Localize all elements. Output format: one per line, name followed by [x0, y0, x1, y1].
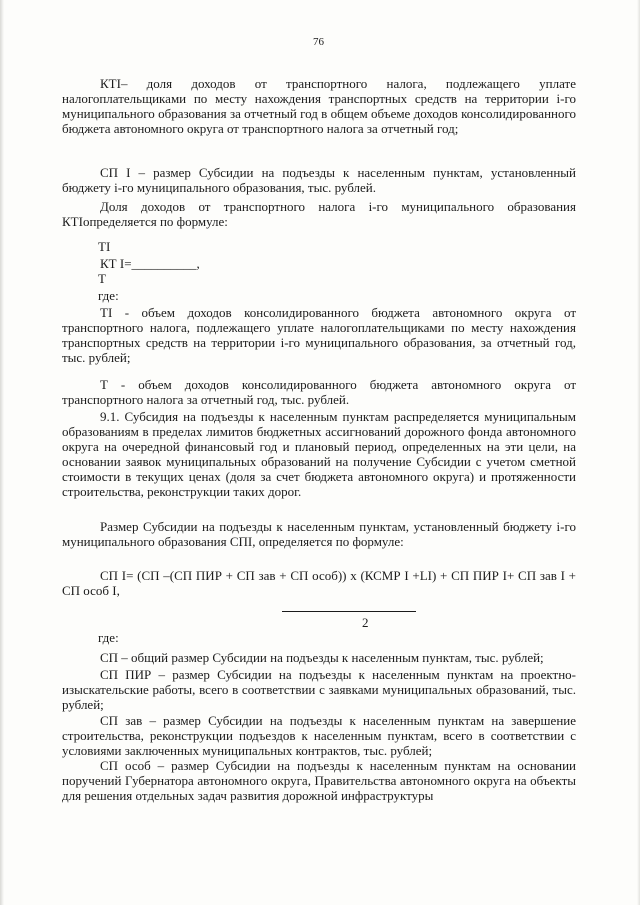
paragraph-9-1: 9.1. Субсидия на подъезды к населенным пунктам распределяется муниципальным образованиям в пределах лимитов бюджетных ассигнований дорожного фонда автономного округа на очередной финансовый год и плановый период, определенных на эти цели, на основании заявок муниципальных образований на получение Субсидии с учетом сметной стоимости в текущих ценах (доля за счет бюджета автономного округа) и протяженности строительства, реконструкции таких дорог. — [62, 409, 576, 500]
page-number: 76 — [313, 36, 324, 48]
page-edge-shadow — [0, 0, 4, 905]
share-formula-intro: Доля доходов от транспортного налога і-го муниципального образования КТІопределяется по формуле: — [62, 199, 576, 230]
definition-t: Т - объем доходов консолидированного бюджета автономного округа от транспортного налога за отчетный год, тыс. рублей. — [62, 377, 576, 408]
formula-denominator: Т — [98, 271, 106, 286]
formula-lhs-label: КТ І= — [100, 256, 132, 271]
definition-kti: КТІ– доля доходов от транспортного налога, подлежащего уплате налогоплательщиками по месту нахождения транспортных средств на территории і-го муниципального образования за отчетный год в общем объеме доходов консолидированного бюджета автономного округа от транспортного налога за отчетный год; — [62, 76, 576, 137]
where-label: где: — [98, 630, 119, 645]
formula-lhs — [100, 256, 200, 271]
definition-sp-osob: СП особ – размер Субсидии на подъезды к населенным пунктам на основании поручений Губернатора автономного округа, Правительства автономного округа на объекты для решения отдельных задач развития дорожной инфраструктуры — [62, 758, 576, 804]
definition-sp-zav: СП зав – размер Субсидии на подъезды к населенным пунктам на завершение строительства, реконструкции подъездов к населенным пунктам, всего в соответствии с условиями заключенных муниципальных контрактов, тыс. рублей; — [62, 713, 576, 759]
definition-ti: ТІ - объем доходов консолидированного бюджета автономного округа от транспортного налога, подлежащего уплате налогоплательщиками по месту нахождения транспортных средств на территории і-го муниципального образования, за отчетный год, тыс. рублей; — [62, 305, 576, 366]
formula-numerator: ТІ — [98, 239, 111, 254]
formula-fraction-line: __________, — [131, 256, 200, 271]
definition-sp-i: СП І – размер Субсидии на подъезды к населенным пунктам, установленный бюджету і-го муниципального образования, тыс. рублей. — [62, 165, 576, 196]
subsidy-formula: СП І= (СП –(СП ПИР + СП зав + СП особ)) х (КСМР І +LІ) + СП ПИР І+ СП зав І + СП особ І, — [62, 568, 576, 599]
where-label: где: — [98, 288, 119, 303]
definition-sp: СП – общий размер Субсидии на подъезды к населенным пунктам, тыс. рублей; — [100, 650, 544, 665]
subsidy-size-intro: Размер Субсидии на подъезды к населенным пунктам, установленный бюджету і-го муниципального образования СПІ, определяется по формуле: — [62, 519, 576, 550]
definition-sp-pir: СП ПИР – размер Субсидии на подъезды к населенным пунктам на проектно-изыскательские работы, всего в соответствии с заявками муниципальных образований, тыс. рублей; — [62, 667, 576, 713]
formula-fraction-line — [282, 611, 416, 612]
formula-denominator: 2 — [362, 615, 369, 630]
document-page — [62, 0, 576, 905]
